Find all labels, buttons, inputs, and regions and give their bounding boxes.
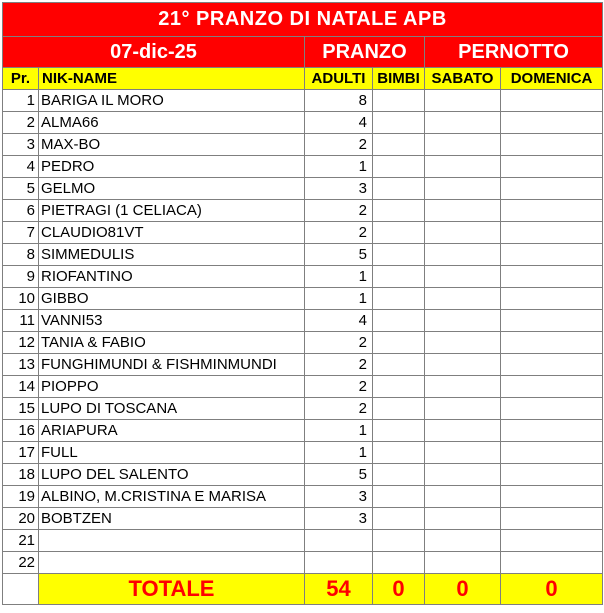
row-adulti[interactable]: 8 xyxy=(305,90,373,112)
row-sabato[interactable] xyxy=(425,178,501,200)
row-domenica[interactable] xyxy=(501,222,603,244)
row-adulti[interactable]: 1 xyxy=(305,156,373,178)
row-adulti[interactable]: 4 xyxy=(305,112,373,134)
title-row xyxy=(3,3,603,37)
row-number[interactable]: 14 xyxy=(3,376,39,398)
row-nik-name[interactable]: BARIGA IL MORO xyxy=(39,90,305,112)
table-row xyxy=(3,200,603,222)
row-bimbi[interactable] xyxy=(373,288,425,310)
row-adulti[interactable] xyxy=(305,552,373,574)
row-bimbi[interactable] xyxy=(373,266,425,288)
totals-row xyxy=(3,574,603,605)
row-nik-name[interactable]: ALBINO, M.CRISTINA E MARISA xyxy=(39,486,305,508)
row-number[interactable]: 7 xyxy=(3,222,39,244)
totals-label[interactable]: TOTALE xyxy=(39,574,305,605)
row-domenica[interactable] xyxy=(501,178,603,200)
row-number[interactable]: 3 xyxy=(3,134,39,156)
table-row xyxy=(3,310,603,332)
sheet-title[interactable]: 21° PRANZO DI NATALE APB xyxy=(3,3,603,37)
row-adulti[interactable]: 1 xyxy=(305,420,373,442)
spreadsheet-table xyxy=(2,2,603,605)
row-sabato[interactable] xyxy=(425,90,501,112)
row-bimbi[interactable] xyxy=(373,332,425,354)
row-sabato[interactable] xyxy=(425,332,501,354)
row-bimbi[interactable] xyxy=(373,90,425,112)
row-bimbi[interactable] xyxy=(373,156,425,178)
row-bimbi[interactable] xyxy=(373,310,425,332)
header-nik-name[interactable]: NIK-NAME xyxy=(39,68,305,90)
row-number[interactable]: 13 xyxy=(3,354,39,376)
section-pranzo[interactable]: PRANZO xyxy=(305,37,425,68)
row-adulti[interactable]: 1 xyxy=(305,442,373,464)
row-sabato[interactable] xyxy=(425,266,501,288)
row-number[interactable]: 12 xyxy=(3,332,39,354)
totals-bimbi[interactable]: 0 xyxy=(373,574,425,605)
row-adulti[interactable]: 1 xyxy=(305,288,373,310)
row-number[interactable]: 21 xyxy=(3,530,39,552)
row-sabato[interactable] xyxy=(425,376,501,398)
row-number[interactable]: 2 xyxy=(3,112,39,134)
row-sabato[interactable] xyxy=(425,530,501,552)
row-nik-name[interactable]: ALMA66 xyxy=(39,112,305,134)
table-row xyxy=(3,90,603,112)
row-adulti[interactable]: 5 xyxy=(305,244,373,266)
row-adulti[interactable]: 3 xyxy=(305,508,373,530)
row-bimbi[interactable] xyxy=(373,442,425,464)
header-bimbi[interactable]: BIMBI xyxy=(373,68,425,90)
row-bimbi[interactable] xyxy=(373,420,425,442)
row-nik-name[interactable]: LUPO DI TOSCANA xyxy=(39,398,305,420)
row-nik-name[interactable]: RIOFANTINO xyxy=(39,266,305,288)
row-nik-name[interactable]: PIOPPO xyxy=(39,376,305,398)
header-sabato[interactable]: SABATO xyxy=(425,68,501,90)
row-number[interactable]: 10 xyxy=(3,288,39,310)
table-row xyxy=(3,464,603,486)
row-sabato[interactable] xyxy=(425,156,501,178)
row-nik-name[interactable] xyxy=(39,552,305,574)
totals-adulti[interactable]: 54 xyxy=(305,574,373,605)
row-domenica[interactable] xyxy=(501,288,603,310)
table-row xyxy=(3,332,603,354)
table-row xyxy=(3,222,603,244)
totals-domenica[interactable]: 0 xyxy=(501,574,603,605)
row-bimbi[interactable] xyxy=(373,552,425,574)
row-number[interactable]: 11 xyxy=(3,310,39,332)
row-nik-name[interactable]: TANIA & FABIO xyxy=(39,332,305,354)
row-sabato[interactable] xyxy=(425,112,501,134)
row-number[interactable]: 4 xyxy=(3,156,39,178)
row-sabato[interactable] xyxy=(425,508,501,530)
row-adulti[interactable]: 3 xyxy=(305,178,373,200)
header-row xyxy=(3,68,603,90)
row-nik-name[interactable]: CLAUDIO81VT xyxy=(39,222,305,244)
row-nik-name[interactable]: FULL xyxy=(39,442,305,464)
row-domenica[interactable] xyxy=(501,420,603,442)
table-row xyxy=(3,552,603,574)
row-adulti[interactable]: 2 xyxy=(305,222,373,244)
table-row xyxy=(3,266,603,288)
table-row xyxy=(3,288,603,310)
row-domenica[interactable] xyxy=(501,530,603,552)
row-bimbi[interactable] xyxy=(373,508,425,530)
totals-sabato[interactable]: 0 xyxy=(425,574,501,605)
row-domenica[interactable] xyxy=(501,332,603,354)
row-nik-name[interactable] xyxy=(39,530,305,552)
header-adulti[interactable]: ADULTI xyxy=(305,68,373,90)
table-row xyxy=(3,354,603,376)
row-bimbi[interactable] xyxy=(373,464,425,486)
row-sabato[interactable] xyxy=(425,200,501,222)
row-sabato[interactable] xyxy=(425,310,501,332)
row-domenica[interactable] xyxy=(501,464,603,486)
table-row xyxy=(3,156,603,178)
section-pernotto[interactable]: PERNOTTO xyxy=(425,37,603,68)
row-number[interactable]: 16 xyxy=(3,420,39,442)
table-row xyxy=(3,134,603,156)
row-bimbi[interactable] xyxy=(373,398,425,420)
row-domenica[interactable] xyxy=(501,442,603,464)
table-row xyxy=(3,398,603,420)
row-bimbi[interactable] xyxy=(373,354,425,376)
table-row xyxy=(3,486,603,508)
row-number[interactable]: 9 xyxy=(3,266,39,288)
row-nik-name[interactable]: ARIAPURA xyxy=(39,420,305,442)
row-adulti[interactable]: 2 xyxy=(305,354,373,376)
row-domenica[interactable] xyxy=(501,156,603,178)
row-sabato[interactable] xyxy=(425,398,501,420)
row-sabato[interactable] xyxy=(425,354,501,376)
table-row xyxy=(3,244,603,266)
section-row xyxy=(3,37,603,68)
row-sabato[interactable] xyxy=(425,442,501,464)
row-domenica[interactable] xyxy=(501,266,603,288)
event-date[interactable]: 07-dic-25 xyxy=(3,37,305,68)
row-adulti[interactable]: 2 xyxy=(305,398,373,420)
table-row xyxy=(3,420,603,442)
row-sabato[interactable] xyxy=(425,244,501,266)
row-number[interactable]: 6 xyxy=(3,200,39,222)
row-domenica[interactable] xyxy=(501,90,603,112)
row-bimbi[interactable] xyxy=(373,112,425,134)
row-number[interactable]: 22 xyxy=(3,552,39,574)
row-nik-name[interactable]: BOBTZEN xyxy=(39,508,305,530)
row-adulti[interactable] xyxy=(305,530,373,552)
row-sabato[interactable] xyxy=(425,464,501,486)
row-nik-name[interactable]: PIETRAGI (1 CELIACA) xyxy=(39,200,305,222)
row-adulti[interactable]: 2 xyxy=(305,134,373,156)
row-domenica[interactable] xyxy=(501,354,603,376)
row-adulti[interactable]: 2 xyxy=(305,200,373,222)
row-number[interactable]: 20 xyxy=(3,508,39,530)
row-domenica[interactable] xyxy=(501,376,603,398)
row-number[interactable]: 5 xyxy=(3,178,39,200)
row-domenica[interactable] xyxy=(501,552,603,574)
row-nik-name[interactable]: GELMO xyxy=(39,178,305,200)
row-bimbi[interactable] xyxy=(373,486,425,508)
row-domenica[interactable] xyxy=(501,134,603,156)
row-domenica[interactable] xyxy=(501,112,603,134)
row-domenica[interactable] xyxy=(501,200,603,222)
table-row xyxy=(3,442,603,464)
row-bimbi[interactable] xyxy=(373,244,425,266)
row-sabato[interactable] xyxy=(425,552,501,574)
row-number[interactable]: 19 xyxy=(3,486,39,508)
row-bimbi[interactable] xyxy=(373,376,425,398)
row-number[interactable]: 17 xyxy=(3,442,39,464)
row-nik-name[interactable]: MAX-BO xyxy=(39,134,305,156)
row-nik-name[interactable]: PEDRO xyxy=(39,156,305,178)
row-number[interactable]: 18 xyxy=(3,464,39,486)
table-row xyxy=(3,376,603,398)
row-number[interactable]: 1 xyxy=(3,90,39,112)
table-row xyxy=(3,508,603,530)
row-bimbi[interactable] xyxy=(373,178,425,200)
table-row xyxy=(3,530,603,552)
header-pr[interactable]: Pr. xyxy=(3,68,39,90)
row-nik-name[interactable]: GIBBO xyxy=(39,288,305,310)
row-nik-name[interactable]: FUNGHIMUNDI & FISHMINMUNDI xyxy=(39,354,305,376)
row-domenica[interactable] xyxy=(501,508,603,530)
row-sabato[interactable] xyxy=(425,486,501,508)
row-domenica[interactable] xyxy=(501,244,603,266)
row-sabato[interactable] xyxy=(425,222,501,244)
row-adulti[interactable]: 2 xyxy=(305,332,373,354)
row-sabato[interactable] xyxy=(425,288,501,310)
table-row xyxy=(3,178,603,200)
row-bimbi[interactable] xyxy=(373,222,425,244)
totals-blank-cell[interactable] xyxy=(3,574,39,605)
row-adulti[interactable]: 5 xyxy=(305,464,373,486)
row-domenica[interactable] xyxy=(501,310,603,332)
row-nik-name[interactable]: SIMMEDULIS xyxy=(39,244,305,266)
row-number[interactable]: 15 xyxy=(3,398,39,420)
row-sabato[interactable] xyxy=(425,420,501,442)
row-adulti[interactable]: 1 xyxy=(305,266,373,288)
row-bimbi[interactable] xyxy=(373,530,425,552)
row-nik-name[interactable]: LUPO DEL SALENTO xyxy=(39,464,305,486)
row-bimbi[interactable] xyxy=(373,200,425,222)
row-adulti[interactable]: 3 xyxy=(305,486,373,508)
row-adulti[interactable]: 4 xyxy=(305,310,373,332)
row-bimbi[interactable] xyxy=(373,134,425,156)
row-number[interactable]: 8 xyxy=(3,244,39,266)
row-nik-name[interactable]: VANNI53 xyxy=(39,310,305,332)
table-row xyxy=(3,112,603,134)
row-sabato[interactable] xyxy=(425,134,501,156)
row-domenica[interactable] xyxy=(501,486,603,508)
row-domenica[interactable] xyxy=(501,398,603,420)
header-domenica[interactable]: DOMENICA xyxy=(501,68,603,90)
row-adulti[interactable]: 2 xyxy=(305,376,373,398)
